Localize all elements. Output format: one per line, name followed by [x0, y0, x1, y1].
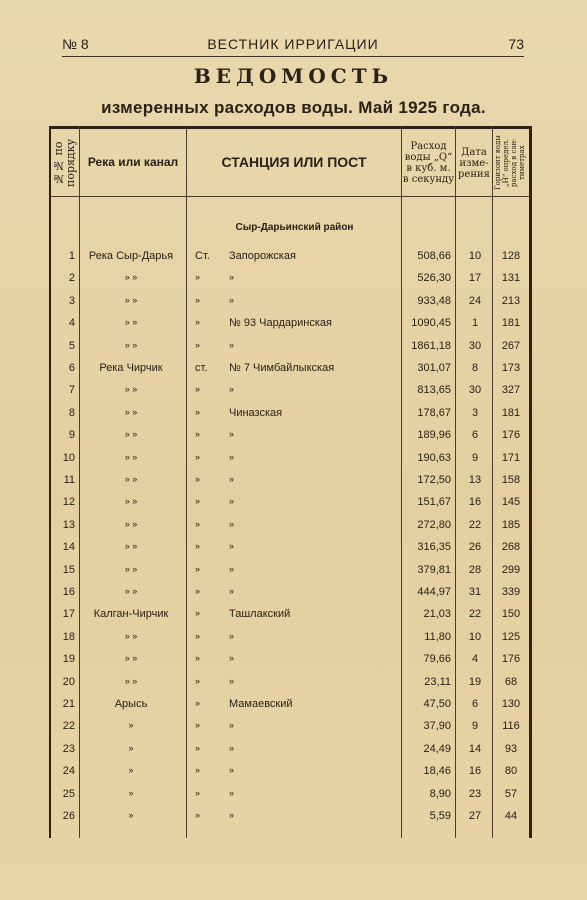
table-row	[49, 672, 532, 694]
flow-cell: 18,46	[423, 765, 451, 778]
table-row	[49, 358, 532, 380]
table-row	[49, 694, 532, 716]
station-name-cell: »	[229, 653, 235, 664]
flow-cell: 1090,45	[411, 317, 451, 330]
station-name-cell: Чиназская	[229, 406, 283, 419]
station-prefix-cell: »	[195, 653, 201, 664]
date-cell: 10	[468, 250, 482, 262]
row-number: 1	[68, 250, 75, 262]
date-cell: 4	[471, 653, 479, 666]
horizon-cell: 125	[501, 630, 521, 643]
river-cell: » »	[124, 339, 138, 350]
flow-cell: 23,11	[424, 675, 451, 688]
horizon-cell: 185	[501, 518, 521, 531]
river-cell: » »	[124, 474, 138, 484]
row-number: 17	[62, 608, 75, 621]
table-row	[49, 425, 532, 447]
row-number: 20	[62, 675, 75, 688]
station-prefix-cell: »	[195, 720, 201, 731]
table-row	[49, 492, 532, 514]
station-name-cell: Мамаевский	[229, 698, 293, 710]
river-cell: » »	[124, 406, 138, 417]
horizon-cell: 128	[501, 250, 521, 262]
row-number: 22	[62, 720, 75, 733]
river-cell: » »	[124, 272, 138, 283]
date-cell: 17	[468, 272, 482, 285]
date-cell: 6	[471, 698, 479, 710]
river-cell: »	[128, 765, 134, 776]
river-cell: »	[128, 787, 134, 798]
flow-cell: 1861,18	[411, 339, 451, 352]
flow-cell: 47,50	[423, 698, 451, 710]
station-name-cell: »	[229, 765, 235, 776]
flow-cell: 316,35	[417, 541, 451, 554]
river-cell: »	[128, 742, 134, 753]
journal-title: ВЕСТНИК ИРРИГАЦИИ	[207, 36, 379, 52]
horizon-cell: 327	[501, 384, 521, 397]
flow-cell: 172,50	[417, 474, 451, 486]
column-header-river: Река или канал	[87, 154, 179, 169]
station-prefix-cell: »	[195, 765, 201, 776]
station-name-cell: »	[229, 541, 235, 552]
horizon-cell: 339	[501, 586, 521, 598]
river-cell: » »	[124, 317, 138, 328]
column-header-date: Дата изме- рения	[458, 146, 490, 180]
station-prefix-cell: »	[195, 698, 201, 708]
flow-cell: 301,07	[417, 362, 451, 374]
station-name-cell: »	[229, 810, 235, 820]
river-cell: »	[128, 720, 134, 731]
table-row	[49, 268, 532, 290]
district-heading: Сыр-Дарьинский район	[235, 222, 354, 233]
station-name-cell: »	[229, 675, 235, 686]
date-cell: 24	[468, 294, 482, 307]
table-row	[49, 649, 532, 671]
station-name-cell: Ташлакский	[229, 608, 291, 621]
running-header	[62, 36, 524, 57]
date-cell: 22	[468, 608, 482, 621]
station-name-cell: »	[229, 742, 235, 753]
date-cell: 23	[468, 787, 482, 800]
horizon-cell: 173	[501, 362, 521, 374]
row-number: 15	[62, 563, 75, 576]
row-number: 23	[62, 742, 75, 755]
date-cell: 30	[468, 339, 482, 352]
river-cell: » »	[124, 563, 138, 574]
date-cell: 6	[471, 429, 479, 442]
row-number: 9	[68, 429, 75, 442]
table-row	[49, 470, 532, 492]
header-bottom-rule	[49, 196, 532, 197]
river-cell: Река Чирчик	[99, 362, 163, 374]
horizon-cell: 93	[504, 742, 518, 755]
river-cell: » »	[124, 384, 138, 395]
river-cell: » »	[124, 518, 138, 529]
station-name-cell: »	[229, 339, 235, 350]
river-cell: »	[128, 810, 134, 820]
table-row	[49, 761, 532, 783]
horizon-cell: 150	[501, 608, 521, 621]
station-name-cell: »	[229, 787, 235, 798]
horizon-cell: 44	[504, 810, 518, 822]
table-row	[49, 448, 532, 470]
table-row	[49, 537, 532, 559]
station-prefix-cell: »	[195, 317, 201, 328]
station-prefix-cell: »	[195, 339, 201, 350]
station-prefix-cell: Ст.	[195, 250, 210, 262]
flow-cell: 508,66	[417, 250, 451, 262]
station-name-cell: »	[229, 474, 235, 484]
flow-cell: 5,59	[429, 810, 451, 822]
column-header-number: №№ по порядку	[52, 138, 77, 188]
date-cell: 1	[471, 317, 479, 330]
table-row	[49, 291, 532, 313]
row-number: 4	[68, 317, 75, 330]
station-prefix-cell: »	[195, 272, 201, 283]
horizon-cell: 130	[501, 698, 521, 710]
station-prefix-cell: »	[195, 810, 201, 820]
column-header-flow: Расход воды „Q“ в куб. м. в секунду	[402, 141, 455, 185]
station-prefix-cell: »	[195, 496, 201, 507]
station-name-cell: № 93 Чардаринская	[229, 317, 332, 330]
date-cell: 10	[468, 630, 482, 643]
station-prefix-cell: ст.	[195, 362, 208, 374]
horizon-cell: 176	[501, 653, 521, 666]
river-cell: » »	[124, 653, 138, 664]
station-prefix-cell: »	[195, 675, 201, 686]
table-row	[49, 604, 532, 626]
horizon-cell: 80	[504, 765, 518, 778]
horizon-cell: 176	[501, 429, 521, 442]
date-cell: 9	[471, 451, 479, 464]
flow-cell: 379,81	[417, 563, 451, 576]
horizon-cell: 213	[501, 294, 521, 307]
row-number: 13	[62, 518, 75, 531]
date-cell: 3	[471, 406, 479, 419]
station-prefix-cell: »	[195, 541, 201, 552]
river-cell: » »	[124, 496, 138, 507]
horizon-cell: 171	[501, 451, 521, 464]
flow-cell: 178,67	[417, 406, 451, 419]
date-cell: 31	[468, 586, 482, 598]
flow-cell: 24,49	[423, 742, 451, 755]
date-cell: 27	[468, 810, 482, 822]
station-name-cell: »	[229, 272, 235, 283]
table-row	[49, 739, 532, 761]
date-cell: 8	[471, 362, 479, 374]
table-row	[49, 582, 532, 604]
date-cell: 16	[468, 496, 482, 509]
table-top-rule	[49, 126, 532, 129]
flow-cell: 37,90	[423, 720, 451, 733]
table-row	[49, 403, 532, 425]
station-name-cell: »	[229, 630, 235, 641]
row-number: 21	[62, 698, 75, 710]
flow-cell: 933,48	[417, 294, 451, 307]
flow-cell: 190,63	[417, 451, 451, 464]
row-number: 26	[62, 810, 75, 822]
station-name-cell: »	[229, 429, 235, 440]
flow-cell: 8,90	[429, 787, 451, 800]
column-header-horizon: Горизонт воды „Н“ определ. расход в сан- тиметрах	[494, 135, 526, 191]
table-row	[49, 515, 532, 537]
station-name-cell: »	[229, 720, 235, 731]
table-row	[49, 380, 532, 402]
row-number: 10	[62, 451, 75, 464]
station-name-cell: »	[229, 496, 235, 507]
table-row	[49, 716, 532, 738]
horizon-cell: 181	[501, 406, 521, 419]
row-number: 8	[68, 406, 75, 419]
row-number: 12	[62, 496, 75, 509]
table-row	[49, 627, 532, 649]
issue-number: № 8	[62, 36, 89, 52]
station-name-cell: »	[229, 563, 235, 574]
flow-cell: 151,67	[417, 496, 451, 509]
station-name-cell: »	[229, 384, 235, 395]
flow-cell: 813,65	[417, 384, 451, 397]
table-row	[49, 246, 532, 268]
river-cell: Калган-Чирчик	[93, 608, 169, 621]
river-cell: » »	[124, 294, 138, 305]
date-cell: 9	[471, 720, 479, 733]
page-number: 73	[508, 36, 524, 52]
river-cell: Река Сыр-Дарья	[88, 250, 174, 262]
station-prefix-cell: »	[195, 406, 201, 417]
horizon-cell: 181	[501, 317, 521, 330]
date-cell: 14	[468, 742, 482, 755]
river-cell: » »	[124, 429, 138, 440]
measurements-table	[49, 126, 532, 838]
horizon-cell: 131	[501, 272, 521, 285]
row-number: 7	[68, 384, 75, 397]
date-cell: 28	[468, 563, 482, 576]
date-cell: 30	[468, 384, 482, 397]
row-number: 16	[62, 586, 75, 598]
row-number: 6	[68, 362, 75, 374]
station-prefix-cell: »	[195, 608, 201, 619]
station-name-cell: »	[229, 451, 235, 462]
river-cell: » »	[124, 675, 138, 686]
station-prefix-cell: »	[195, 630, 201, 641]
row-number: 14	[62, 541, 75, 554]
table-row	[49, 784, 532, 806]
row-number: 3	[68, 294, 75, 307]
row-number: 24	[62, 765, 75, 778]
station-prefix-cell: »	[195, 429, 201, 440]
column-header-station: СТАНЦИЯ ИЛИ ПОСТ	[221, 153, 367, 170]
river-cell: Арысь	[114, 698, 148, 710]
horizon-cell: 267	[501, 339, 521, 352]
station-prefix-cell: »	[195, 563, 201, 574]
flow-cell: 189,96	[417, 429, 451, 442]
station-name-cell: »	[229, 518, 235, 529]
horizon-cell: 158	[501, 474, 521, 486]
river-cell: » »	[124, 630, 138, 641]
row-number: 19	[62, 653, 75, 666]
row-number: 18	[62, 630, 75, 643]
table-row	[49, 313, 532, 335]
horizon-cell: 299	[501, 563, 521, 576]
horizon-cell: 268	[501, 541, 521, 554]
table-row	[49, 336, 532, 358]
station-prefix-cell: »	[195, 518, 201, 529]
flow-cell: 526,30	[417, 272, 451, 285]
flow-cell: 11,80	[424, 630, 451, 643]
row-number: 2	[68, 272, 75, 285]
date-cell: 16	[468, 765, 482, 778]
date-cell: 19	[468, 675, 482, 688]
row-number: 5	[68, 339, 75, 352]
horizon-cell: 68	[504, 675, 518, 688]
station-prefix-cell: »	[195, 742, 201, 753]
table-row	[49, 806, 532, 828]
river-cell: » »	[124, 541, 138, 552]
horizon-cell: 116	[502, 720, 520, 733]
document-subtitle: измеренных расходов воды. Май 1925 года.	[101, 98, 486, 117]
station-prefix-cell: »	[195, 384, 201, 395]
flow-cell: 272,80	[417, 518, 451, 531]
station-name-cell: № 7 Чимбайлыкская	[229, 362, 335, 374]
station-prefix-cell: »	[195, 787, 201, 798]
date-cell: 22	[468, 518, 482, 531]
flow-cell: 79,66	[423, 653, 451, 666]
river-cell: » »	[124, 451, 138, 462]
document-title: ВЕДОМОСТЬ	[193, 64, 394, 88]
row-number: 11	[63, 474, 75, 486]
flow-cell: 21,03	[423, 608, 451, 621]
horizon-cell: 57	[504, 787, 518, 800]
station-prefix-cell: »	[195, 474, 201, 484]
flow-cell: 444,97	[417, 586, 451, 598]
station-name-cell: »	[229, 586, 235, 596]
date-cell: 13	[468, 474, 482, 486]
station-name-cell: »	[229, 294, 235, 305]
station-prefix-cell: »	[195, 586, 201, 596]
date-cell: 26	[468, 541, 482, 554]
horizon-cell: 145	[501, 496, 521, 509]
table-row	[49, 560, 532, 582]
river-cell: » »	[124, 586, 138, 596]
row-number: 25	[62, 787, 75, 800]
station-name-cell: Запорожская	[229, 250, 296, 262]
station-prefix-cell: »	[195, 451, 201, 462]
station-prefix-cell: »	[195, 294, 201, 305]
